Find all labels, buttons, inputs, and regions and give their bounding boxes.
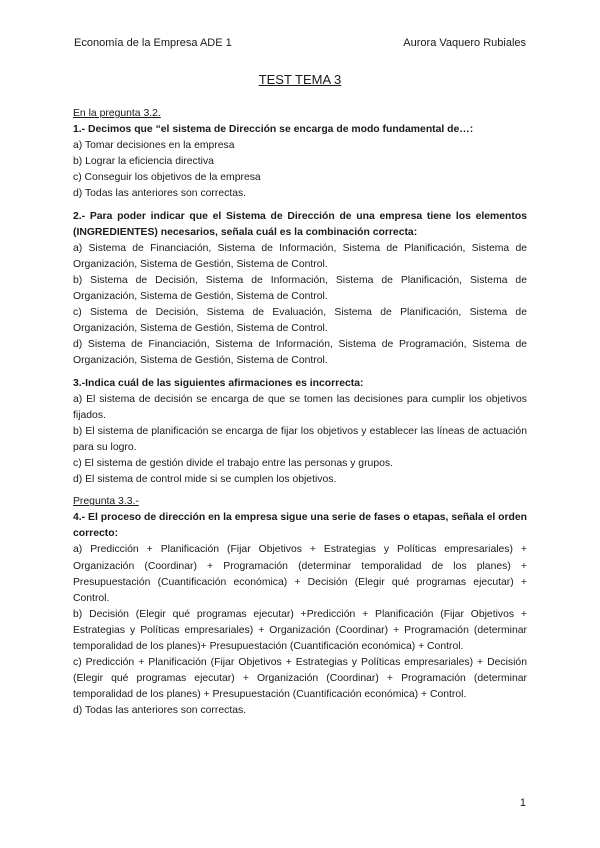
document-body — [73, 106, 527, 719]
answer-option: d) Sistema de Financiación, Sistema de Información, Sistema de Programación, Sistema de Organización, Sistema de Gestión, Sistema de Control. — [73, 339, 527, 367]
answer-option: c) Predicción + Planificación (Fijar Objetivos + Estrategias y Políticas empresariales) + Decisión (Elegir qué programas ejecutar) + Organización (Coordinar) + Programación (determinar temporalidad de los planes) + Presupuestación (Cuantificación económica) + Control. — [73, 657, 527, 701]
section-heading: Pregunta 3.3.- — [73, 496, 139, 508]
answer-option: c) Conseguir los objetivos de la empresa — [73, 172, 261, 184]
question-stem: 3.-Indica cuál de las siguientes afirmaciones es incorrecta: — [73, 377, 364, 389]
question-stem: 4.- El proceso de dirección en la empresa sigue una serie de fases o etapas, señala el orden correcto: — [73, 512, 527, 540]
answer-option: d) Todas las anteriores son correctas. — [73, 705, 247, 717]
question-stem: 2.- Para poder indicar que el Sistema de Dirección de una empresa tiene los elementos (INGREDIENTES) necesarios, señala cuál es la combinación correcta: — [73, 210, 527, 238]
answer-option: d) El sistema de control mide si se cumplen los objetivos. — [73, 474, 337, 486]
header-course: Economía de la Empresa ADE 1 — [74, 37, 232, 49]
answer-option: d) Todas las anteriores son correctas. — [73, 188, 247, 200]
answer-option: b) Decisión (Elegir qué programas ejecutar) +Predicción + Planificación (Fijar Objetivos + Estrategias y Políticas empresariales) + Organización (Coordinar) + Programación (determinar temporalidad de los planes)+ Presupuestación (Cuantificación económica) + Control. — [73, 608, 527, 652]
answer-option: b) Lograr la eficiencia directiva — [73, 156, 214, 168]
answer-option: a) Tomar decisiones en la empresa — [73, 140, 235, 152]
section-heading: En la pregunta 3.2. — [73, 108, 161, 119]
answer-option: a) Predicción + Planificación (Fijar Objetivos + Estrategias y Políticas empresariales) + Organización (Coordinar) + Programación (determinar temporalidad de los planes) + Presupuestación (Cuantificación económica) + Decisión (Elegir qué programas ejecutar) + Control. — [73, 544, 527, 604]
answer-option: c) El sistema de gestión divide el trabajo entre las personas y grupos. — [73, 457, 393, 469]
answer-option: a) Sistema de Financiación, Sistema de Información, Sistema de Planificación, Sistema de Organización, Sistema de Gestión, Sistema de Control. — [73, 242, 527, 270]
answer-option: c) Sistema de Decisión, Sistema de Evaluación, Sistema de Planificación, Sistema de Organización, Sistema de Gestión, Sistema de Control. — [73, 307, 527, 335]
question-stem: 1.- Decimos que “el sistema de Dirección se encarga de modo fundamental de…: — [73, 124, 474, 136]
page-title: TEST TEMA 3 — [258, 72, 342, 87]
page-number: 1 — [519, 797, 526, 809]
answer-option: b) Sistema de Decisión, Sistema de Información, Sistema de Planificación, Sistema de Organización, Sistema de Gestión, Sistema de Control. — [73, 274, 527, 303]
answer-option: a) El sistema de decisión se encarga de que se tomen las decisiones para cumplir los objetivos fijados. — [73, 393, 527, 421]
answer-option: b) El sistema de planificación se encarga de fijar los objetivos y establecer las líneas de actuación para su logro. — [73, 425, 527, 453]
header-author: Aurora Vaquero Rubiales — [403, 37, 526, 49]
